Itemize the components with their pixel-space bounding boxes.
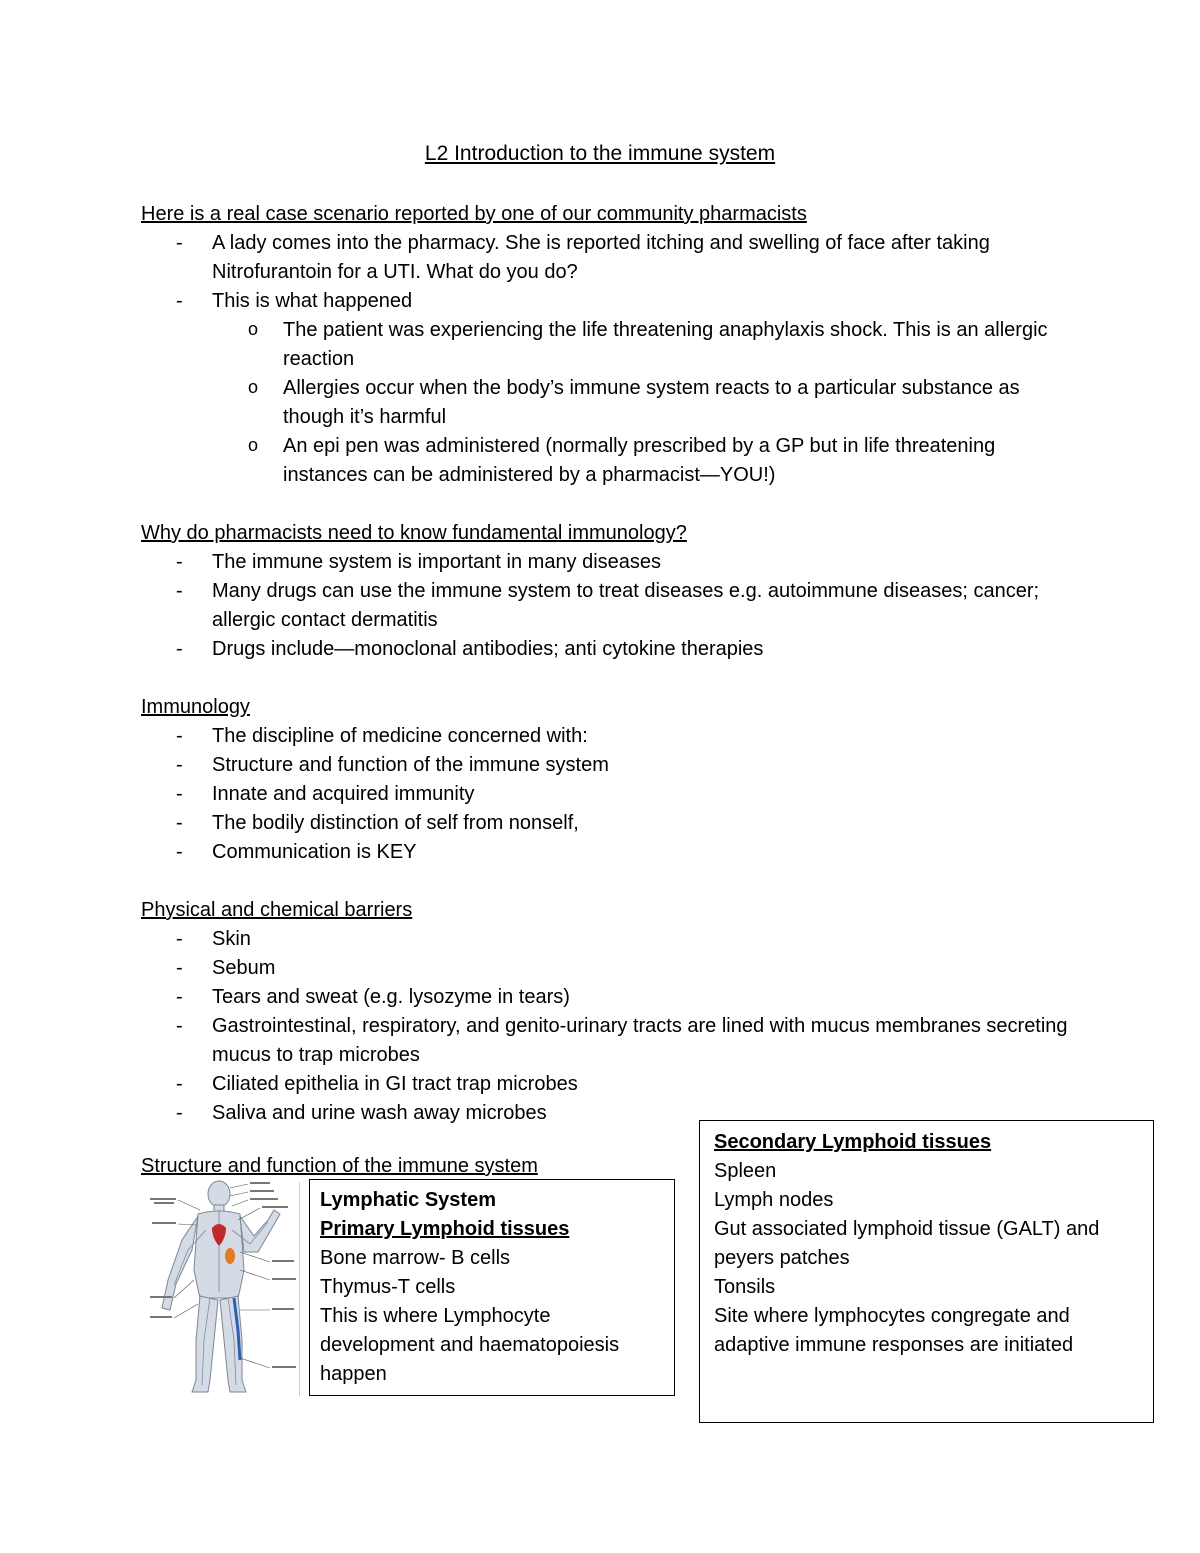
document-body [141,200,1071,1157]
case-sublist [212,316,1071,490]
page-title: L2 Introduction to the immune system [424,142,776,165]
sub-list-item: o Allergies occur when the body’s immune system reacts to a particular substance as though it’s harmful [212,374,1071,432]
list-item: - A lady comes into the pharmacy. She is reported itching and swelling of face after taking Nitrofurantoin for a UTI. What do you do? [141,229,1071,287]
box-line: Site where lymphocytes congregate and adaptive immune responses are initiated [714,1305,1074,1356]
list-item: - Communication is KEY [141,838,1071,867]
immunology-heading: Immunology [141,696,250,718]
case-list [141,229,1071,490]
list-item [141,287,1071,490]
list-item: - The immune system is important in many diseases [141,548,1071,577]
list-item: - The discipline of medicine concerned with: [141,722,1071,751]
list-item: - Drugs include—monoclonal antibodies; anti cytokine therapies [141,635,1071,664]
box-line: Spleen [714,1160,777,1182]
structure-heading: Structure and function of the immune system [141,1155,538,1177]
barriers-heading: Physical and chemical barriers [141,899,413,921]
why-section [141,519,1071,664]
why-list [141,548,1071,664]
sub-list-item: o The patient was experiencing the life threatening anaphylaxis shock. This is an allergic reaction [212,316,1071,374]
case-section [141,200,1071,490]
box-title: Secondary Lymphoid tissues [714,1131,992,1153]
list-item: - Innate and acquired immunity [141,780,1071,809]
figure-divider [299,1182,300,1396]
list-item: - The bodily distinction of self from nonself, [141,809,1071,838]
why-heading: Why do pharmacists need to know fundamental immunology? [141,522,687,544]
list-item: - Gastrointestinal, respiratory, and genito-urinary tracts are lined with mucus membranes secreting mucus to trap microbes [141,1012,1071,1070]
box-title: Lymphatic System [320,1189,496,1211]
list-item: - Skin [141,925,1071,954]
box-subtitle: Primary Lymphoid tissues [320,1218,570,1240]
box-line: Gut associated lymphoid tissue (GALT) and peyers patches [714,1218,1100,1269]
box-line: Tonsils [714,1276,776,1298]
immunology-section [141,693,1071,867]
case-heading: Here is a real case scenario reported by one of our community pharmacists [141,203,807,225]
list-item: - Many drugs can use the immune system to treat diseases e.g. autoimmune diseases; cancer; allergic contact dermatitis [141,577,1071,635]
immunology-list [141,722,1071,867]
box-line: Thymus-T cells [320,1276,456,1298]
box-line: This is where Lymphocyte development and haematopoiesis happen [320,1305,620,1385]
barriers-list [141,925,1071,1128]
list-item-text: This is what happened [212,290,413,312]
box-line: Bone marrow- B cells [320,1247,511,1269]
list-item: - Saliva and urine wash away microbes [141,1099,1071,1128]
lymphatic-body-icon [140,1180,298,1398]
primary-lymphoid-box [309,1179,675,1396]
list-item: - Structure and function of the immune system [141,751,1071,780]
box-line: Lymph nodes [714,1189,834,1211]
sub-list-item: o An epi pen was administered (normally prescribed by a GP but in life threatening instances can be administered by a pharmacist—YOU!) [212,432,1071,490]
secondary-lymphoid-box [699,1120,1154,1423]
list-item: - Ciliated epithelia in GI tract trap microbes [141,1070,1071,1099]
list-item: - Sebum [141,954,1071,983]
list-item: - Tears and sweat (e.g. lysozyme in tears) [141,983,1071,1012]
barriers-section [141,896,1071,1128]
